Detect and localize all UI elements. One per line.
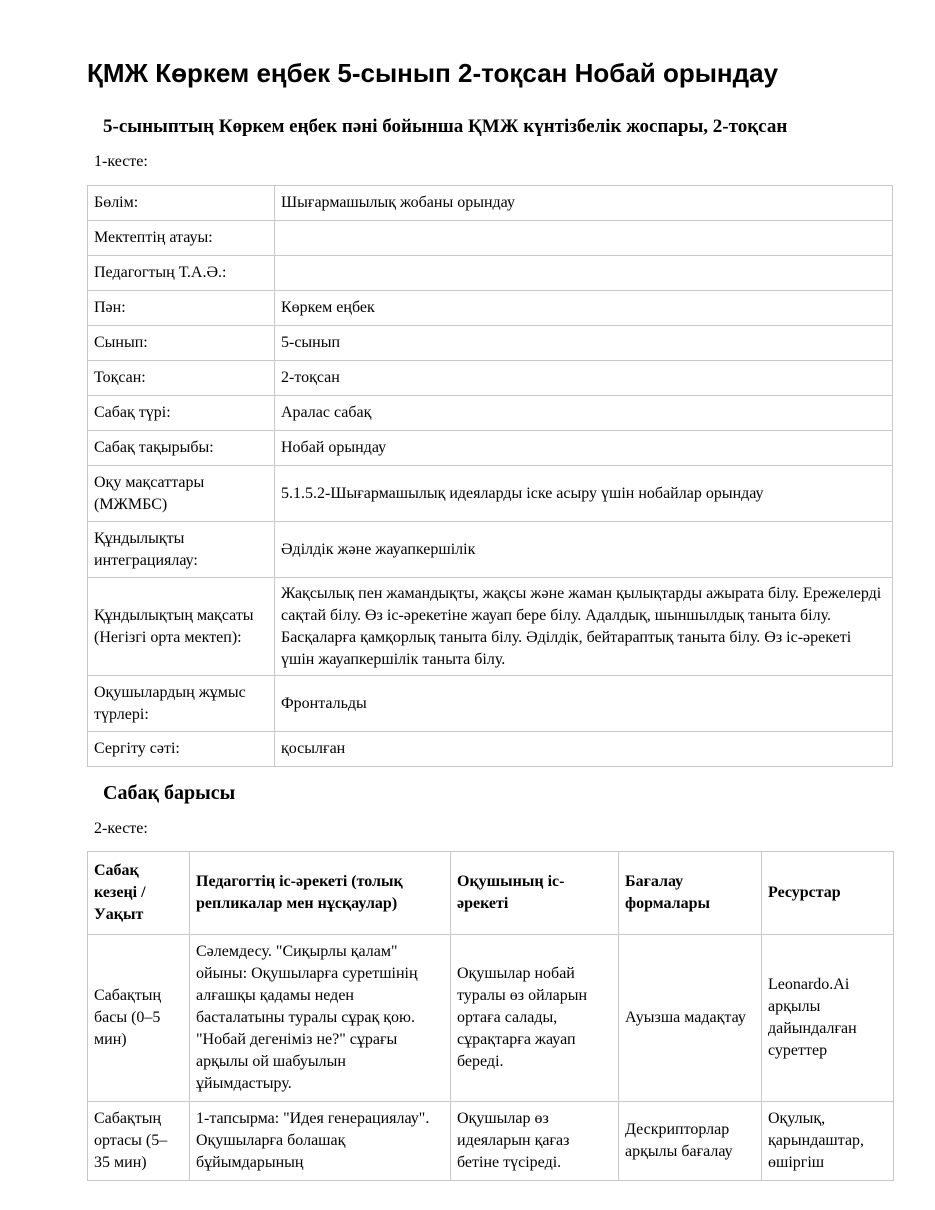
cell-student: Оқушылар өз идеяларын қағаз бетіне түсіреді. <box>451 1102 619 1181</box>
table-row <box>88 361 893 396</box>
cell-stage: Сабақтың ортасы (5–35 мин) <box>88 1102 190 1181</box>
cell-teacher: Сәлемдесу. "Сиқырлы қалам" ойыны: Оқушыларға суретшінің алғашқы қадамы неден басталатыны туралы сұрақ қою. "Нобай дегеніміз не?" сұрағы арқылы ой шабуылын ұйымдастыру. <box>190 935 451 1102</box>
lesson-info-table <box>87 185 893 767</box>
info-key: Сынып: <box>88 326 275 361</box>
table-row <box>88 186 893 221</box>
table-row <box>88 221 893 256</box>
table-row <box>88 396 893 431</box>
cell-resources: Leonardo.Ai арқылы дайындалған суреттер <box>762 935 894 1102</box>
table-row <box>88 935 894 1102</box>
info-value: Шығармашылық жобаны орындау <box>275 186 893 221</box>
table2-caption: 2-кесте: <box>94 820 148 837</box>
info-key: Құндылықты интеграциялау: <box>88 522 275 578</box>
table-row <box>88 676 893 732</box>
column-header-assessment: Бағалау формалары <box>619 852 762 935</box>
info-key: Оқушылардың жұмыс түрлері: <box>88 676 275 732</box>
info-value: Көркем еңбек <box>275 291 893 326</box>
info-key: Құндылықтың мақсаты (Негізгі орта мектеп): <box>88 578 275 676</box>
info-key: Сабақ түрі: <box>88 396 275 431</box>
info-value <box>275 256 893 291</box>
info-key: Пән: <box>88 291 275 326</box>
info-key: Тоқсан: <box>88 361 275 396</box>
cell-resources: Оқулық, қарындаштар, өшіргіш <box>762 1102 894 1181</box>
info-value: қосылған <box>275 732 893 767</box>
table-row <box>88 1102 894 1181</box>
table-row <box>88 466 893 522</box>
column-header-student: Оқушының іс-әрекеті <box>451 852 619 935</box>
table-row <box>88 326 893 361</box>
column-header-stage: Сабақ кезеңі / Уақыт <box>88 852 190 935</box>
table-row <box>88 578 893 676</box>
info-value: 5-сынып <box>275 326 893 361</box>
column-header-resources: Ресурстар <box>762 852 894 935</box>
table-row <box>88 732 893 767</box>
info-key: Бөлім: <box>88 186 275 221</box>
info-value: Аралас сабақ <box>275 396 893 431</box>
info-key: Сергіту сәті: <box>88 732 275 767</box>
info-value: 5.1.5.2-Шығармашылық идеяларды іске асыру үшін нобайлар орындау <box>275 466 893 522</box>
plan-subtitle: 5-сыныптың Көркем еңбек пәні бойынша ҚМЖ күнтізбелік жоспары, 2-тоқсан <box>103 116 788 137</box>
section-heading: Сабақ барысы <box>103 782 236 804</box>
cell-teacher: 1-тапсырма: "Идея генерациялау". Оқушыларға болашақ бұйымдарының <box>190 1102 451 1181</box>
table1-caption: 1-кесте: <box>94 153 148 170</box>
info-key: Сабақ тақырыбы: <box>88 431 275 466</box>
column-header-teacher: Педагогтің іс-әрекеті (толық репликалар мен нұсқаулар) <box>190 852 451 935</box>
lesson-flow-table <box>87 851 894 1181</box>
page-title: ҚМЖ Көркем еңбек 5-сынып 2-тоқсан Нобай орындау <box>87 58 779 88</box>
info-key: Оқу мақсаттары (МЖМБС) <box>88 466 275 522</box>
table-row <box>88 256 893 291</box>
table-header-row <box>88 852 894 935</box>
info-key: Педагогтың Т.А.Ә.: <box>88 256 275 291</box>
table-row <box>88 291 893 326</box>
info-key: Мектептің атауы: <box>88 221 275 256</box>
info-value <box>275 221 893 256</box>
cell-stage: Сабақтың басы (0–5 мин) <box>88 935 190 1102</box>
info-value: Нобай орындау <box>275 431 893 466</box>
table-row <box>88 431 893 466</box>
cell-student: Оқушылар нобай туралы өз ойларын ортаға салады, сұрақтарға жауап береді. <box>451 935 619 1102</box>
cell-assessment: Ауызша мадақтау <box>619 935 762 1102</box>
info-value: Жақсылық пен жамандықты, жақсы және жаман қылықтарды ажырата білу. Ережелерді сақтай білу. Өз іс-әрекетіне жауап бере білу. Адалдық, шыншылдық таныта білу. Басқаларға қамқорлық таныта білу. Әділдік, бейтараптық таныта білу. Өз іс-әрекеті үшін жауапкершілік таныта білу. <box>275 578 893 676</box>
info-value: Әділдік және жауапкершілік <box>275 522 893 578</box>
cell-assessment: Дескрипторлар арқылы бағалау <box>619 1102 762 1181</box>
info-value: Фронтальды <box>275 676 893 732</box>
info-value: 2-тоқсан <box>275 361 893 396</box>
table-row <box>88 522 893 578</box>
